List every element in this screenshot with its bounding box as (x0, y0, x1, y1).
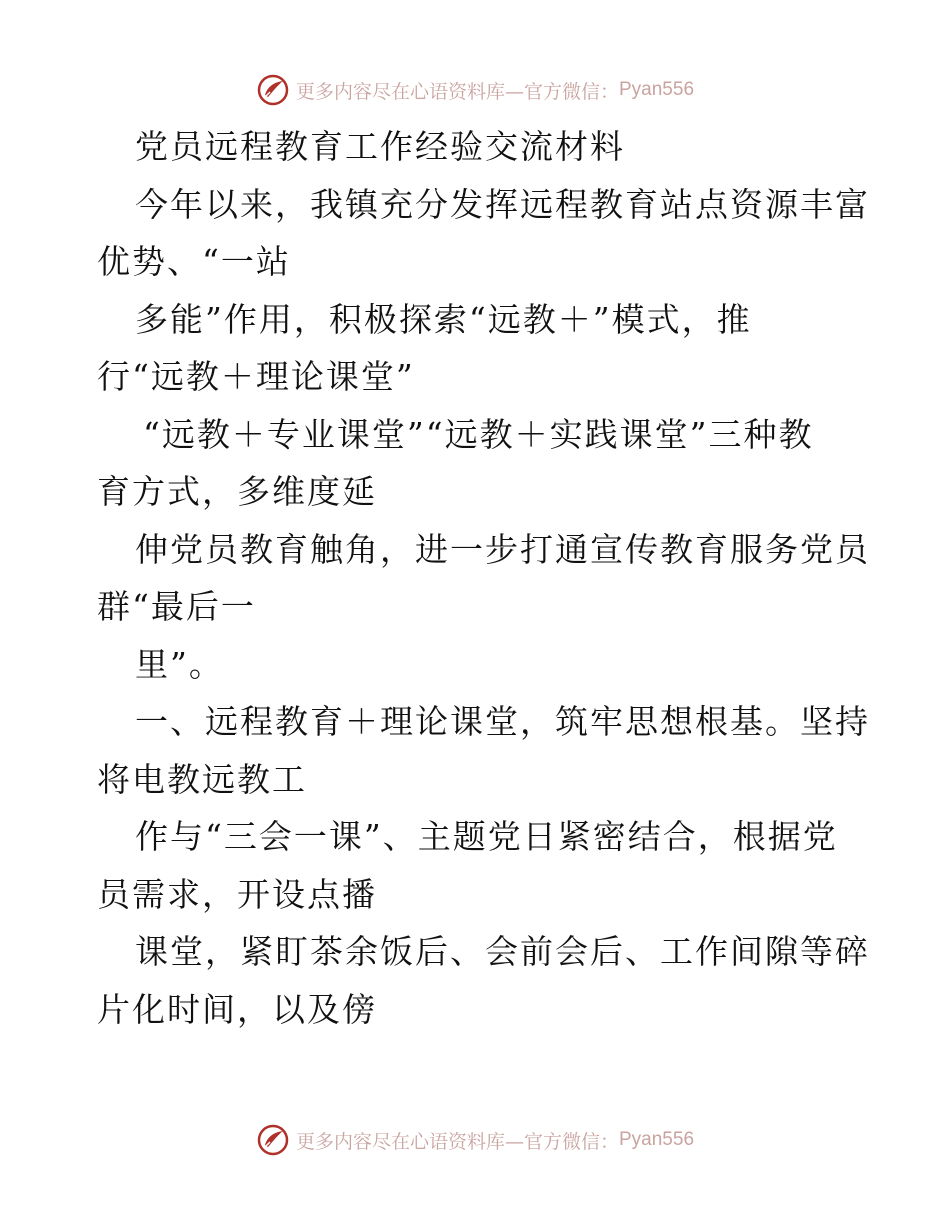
paragraph-line: “远教＋专业课堂”“远教＋实践课堂”三种教 (143, 414, 814, 454)
paragraph-line: 优势、“一站 (97, 242, 291, 281)
paragraph-line: 课堂，紧盯茶余饭后、会前会后、工作间隙等碎 (135, 932, 870, 971)
paragraph-line: 将电教远教工 (97, 759, 307, 799)
header-watermark (0, 70, 950, 110)
watermark-text: 更多内容尽在心语资料库—官方微信： (295, 1130, 619, 1153)
paragraph-line: 行“远教＋理论课堂” (97, 357, 415, 396)
paragraph-line: 作与“三会一课”、主题党日紧密结合，根据党 (135, 817, 838, 856)
paragraph-line: 今年以来，我镇充分发挥远程教育站点资源丰富 (135, 184, 870, 224)
document-body (97, 118, 870, 1038)
document-title: 党员远程教育工作经验交流材料 (135, 127, 625, 166)
paragraph-line: 伸党员教育触角，进一步打通宣传教育服务党员 (135, 529, 870, 569)
footer-watermark (0, 1120, 950, 1160)
watermark-wechat-id: Pyan556 (619, 1129, 695, 1150)
paragraph-line: 里”。 (135, 644, 224, 684)
section-heading-line: 一、远程教育＋理论课堂，筑牢思想根基。坚持 (135, 702, 870, 741)
watermark-logo-icon (256, 73, 290, 107)
watermark-wechat-id: Pyan556 (619, 79, 695, 100)
paragraph-line: 多能”作用，积极探索“远教＋”模式，推 (135, 299, 752, 339)
watermark-text: 更多内容尽在心语资料库—官方微信： (295, 80, 619, 103)
paragraph-line: 群“最后一 (97, 587, 256, 626)
paragraph-line: 员需求，开设点播 (97, 874, 377, 914)
paragraph-line: 育方式，多维度延 (97, 472, 377, 511)
watermark-logo-icon (256, 1123, 290, 1157)
paragraph-line: 片化时间，以及傍 (97, 989, 377, 1029)
